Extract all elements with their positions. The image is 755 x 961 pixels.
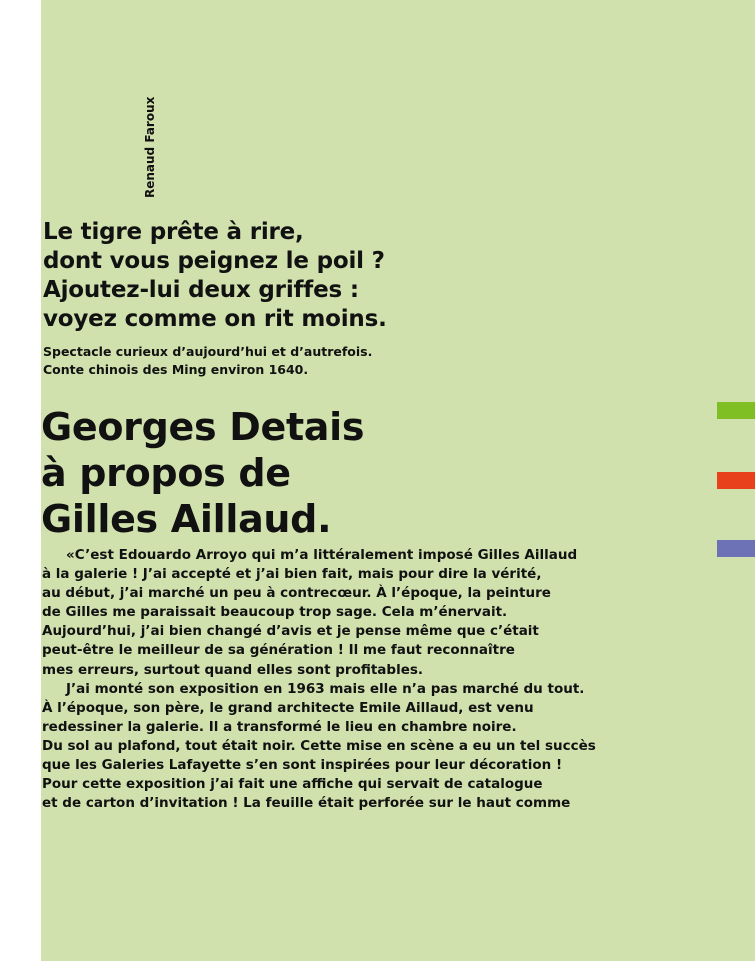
body-line: et de carton d’invitation ! La feuille était perforée sur le haut comme xyxy=(42,795,571,812)
red-section-tab xyxy=(717,472,755,489)
title-line: Georges Detais xyxy=(41,405,365,449)
body-line: Du sol au plafond, tout était noir. Cette mise en scène a eu un tel succès xyxy=(42,737,596,754)
epigraph-source-line: Conte chinois des Ming environ 1640. xyxy=(43,362,309,377)
body-line: Pour cette exposition j’ai fait une affiche qui servait de catalogue xyxy=(42,776,543,793)
epigraph xyxy=(43,218,603,334)
author-name: Renaud Faroux xyxy=(143,96,157,198)
epigraph-line: voyez comme on rit moins. xyxy=(43,306,387,332)
body-line: peut-être le meilleur de sa génération ! Il me faut reconnaître xyxy=(42,642,515,659)
epigraph-line: Le tigre prête à rire, xyxy=(43,219,304,245)
body-line: redessiner la galerie. Il a transformé le lieu en chambre noire. xyxy=(42,718,517,735)
article-title xyxy=(41,404,364,542)
body-line: de Gilles me paraissait beaucoup trop sage. Cela m’énervait. xyxy=(42,604,508,621)
epigraph-line: Ajoutez-lui deux griffes : xyxy=(43,277,359,303)
body-line: «C’est Edouardo Arroyo qui m’a littéralement imposé Gilles Aillaud xyxy=(66,547,578,563)
title-line: à propos de xyxy=(41,451,291,495)
title-line: Gilles Aillaud. xyxy=(41,497,332,541)
epigraph-line: dont vous peignez le poil ? xyxy=(43,248,385,274)
body-line: J’ai monté son exposition en 1963 mais elle n’a pas marché du tout. xyxy=(66,680,585,697)
body-line: mes erreurs, surtout quand elles sont profitables. xyxy=(42,661,424,678)
body-line: à la galerie ! J’ai accepté et j’ai bien fait, mais pour dire la vérité, xyxy=(42,566,542,583)
body-line: À l’époque, son père, le grand architecte Emile Aillaud, est venu xyxy=(42,699,534,716)
body-text xyxy=(42,546,642,813)
body-line: que les Galeries Lafayette s’en sont inspirées pour leur décoration ! xyxy=(42,757,563,774)
body-line: au début, j’ai marché un peu à contrecœur. À l’époque, la peinture xyxy=(42,585,551,602)
body-line: Aujourd’hui, j’ai bien changé d’avis et je pense même que c’était xyxy=(42,623,539,640)
page xyxy=(41,0,755,961)
epigraph-source xyxy=(43,343,603,379)
epigraph-source-line: Spectacle curieux d’aujourd’hui et d’autrefois. xyxy=(43,344,373,359)
blue-section-tab xyxy=(717,540,755,557)
green-section-tab xyxy=(717,402,755,419)
